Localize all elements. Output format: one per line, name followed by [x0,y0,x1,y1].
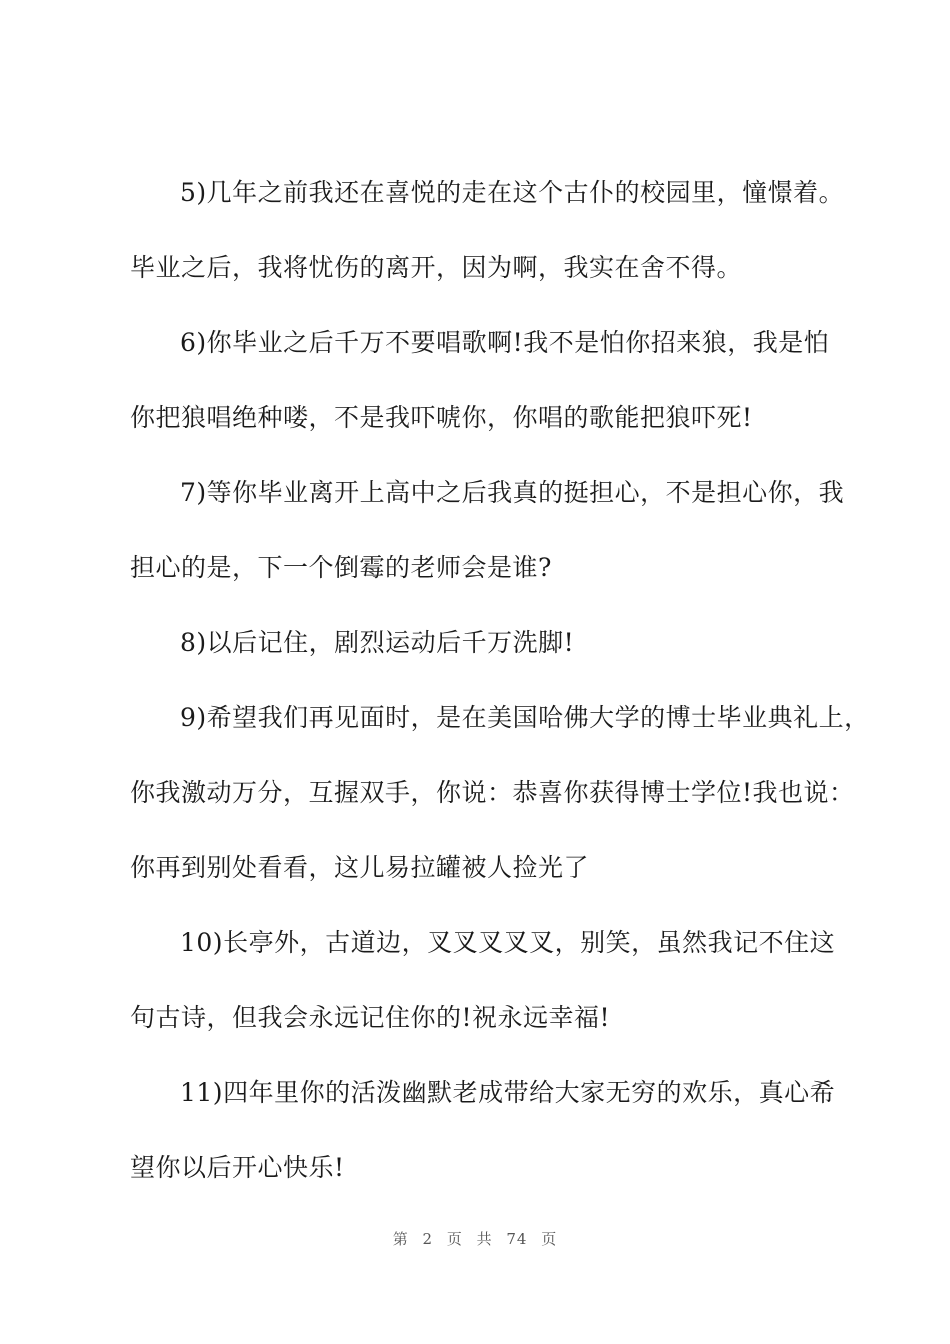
text-line: 你把狼唱绝种喽，不是我吓唬你，你唱的歌能把狼吓死! [130,403,753,432]
text-line: 9)希望我们再见面时，是在美国哈佛大学的博士毕业典礼上， [180,703,870,732]
text-line: 你我激动万分，互握双手，你说：恭喜你获得博士学位!我也说： [130,778,855,807]
paragraph-8 [130,618,860,693]
text-line: 你再到别处看看，这儿易拉罐被人捡光了 [130,853,590,882]
paragraph-5 [130,168,860,318]
text-line: 11)四年里你的活泼幽默老成带给大家无穷的欢乐，真心希 [180,1078,836,1107]
text-line: 句古诗，但我会永远记住你的!祝永远幸福! [130,1003,611,1032]
text-line: 5)几年之前我还在喜悦的走在这个古仆的校园里，憧憬着。 [180,178,845,207]
paragraph-10 [130,918,860,1068]
paragraph-6 [130,318,860,468]
text-line: 8)以后记住，剧烈运动后千万洗脚! [180,628,575,657]
page-number-footer: 第 2 页 共 74 页 [392,1230,558,1248]
text-line: 7)等你毕业离开上高中之后我真的挺担心，不是担心你，我 [180,478,845,507]
paragraph-7 [130,468,860,618]
paragraph-11 [130,1068,860,1218]
text-line: 10)长亭外，古道边，叉叉叉叉叉，别笑，虽然我记不住这 [180,928,836,957]
text-line: 毕业之后，我将忧伤的离开，因为啊，我实在舍不得。 [130,253,743,282]
text-line: 6)你毕业之后千万不要唱歌啊!我不是怕你招来狼，我是怕 [180,328,830,357]
document-body [130,168,870,1218]
text-line: 望你以后开心快乐! [130,1153,345,1182]
paragraph-9 [130,693,870,918]
text-line: 担心的是，下一个倒霉的老师会是谁? [130,553,552,582]
